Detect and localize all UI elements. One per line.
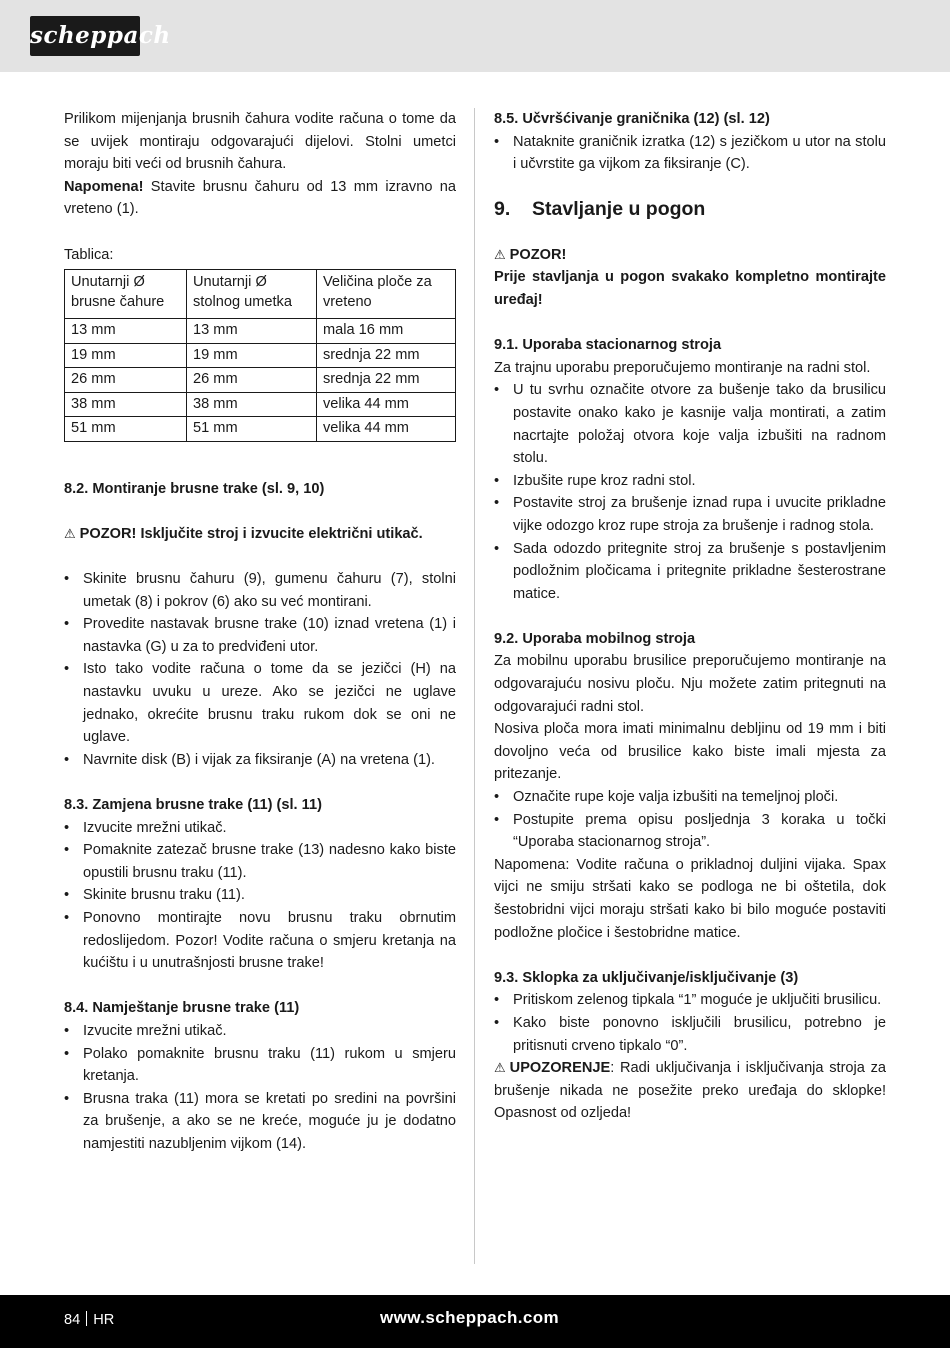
- left-column: [64, 108, 456, 1155]
- website-link[interactable]: www.scheppach.com: [380, 1308, 560, 1327]
- sleeve-table: [64, 269, 456, 442]
- footer-bar: [0, 1295, 950, 1348]
- section-9-2-note: Napomena: Vodite računa o prikladnoj duljini vijaka. Spax vijci ne smiju stršati kako se podloga ne bi oštetila, dok šestobridni vijci moraju stršati kako bi bilo moguće postaviti podložne pločice i šestobridne matice.: [494, 856, 886, 941]
- list-item: • U tu svrhu označite otvore za bušenje tako da brusilicu postavite onako kako je kasnije valja montirati, a zatim nacrtajte položaj otvora koje valja izbušiti na radnom stolu.: [494, 379, 886, 469]
- section-9-3-warning: ⚠ UPOZORENJE: Radi uključivanja i isključivanja stroja za brušenje nikada ne posežite preko uređaja do sklopke! Opasnost od ozljeda!: [494, 1057, 886, 1125]
- table-cell: 26 mm: [65, 368, 187, 393]
- list-item: • Ponovno montirajte novu brusnu traku obrnutim redoslijedom. Pozor! Vodite računa o smjeru kretanja na kućištu i u unutrašnjosti brusne trake!: [64, 907, 456, 975]
- list-item: • Pritiskom zelenog tipkala “1” moguće je uključiti brusilicu.: [494, 989, 886, 1012]
- page-indicator: [64, 1311, 114, 1328]
- list-item: • Izbušite rupe kroz radni stol.: [494, 470, 886, 493]
- list-item: • Nataknite graničnik izratka (12) s jezičkom u utor na stolu i učvrstite ga vijkom za fiksiranje (C).: [494, 131, 886, 176]
- table-header-cell: Unutarnji Ø brusne čahure: [65, 270, 187, 319]
- list-item: • Postupite prema opisu posljednja 3 koraka u točki “Uporaba stacionarnog stroja”.: [494, 809, 886, 854]
- section-9-1-list: [494, 379, 886, 605]
- section-9-2-paragraph-1: Za mobilnu uporabu brusilice preporučujemo montiranje na odgovarajuću nosivu ploču. Nju možete zatim pritegnuti na odgovarajući radni stol.: [494, 653, 886, 715]
- language-code: HR: [93, 1312, 115, 1328]
- intro-paragraph: Prilikom mijenjanja brusnih čahura vodite računa o tome da se uvijek montiraju odgovarajući dijelovi. Stolni umetci moraju biti veći od brusnih čahura.: [64, 111, 456, 173]
- list-item: • Provedite nastavak brusne trake (10) iznad vretena (1) i nastavka (G) u za to predviđeni utor.: [64, 613, 456, 658]
- section-8-3-list: [64, 817, 456, 975]
- section-8-2-warning: ⚠ POZOR! Isključite stroj i izvucite električni utikač.: [64, 523, 456, 546]
- table-header-row: [65, 270, 456, 319]
- list-item: • Skinite brusnu traku (11).: [64, 884, 456, 907]
- table-row: [65, 417, 456, 442]
- list-item: • Navrnite disk (B) i vijak za fiksiranje (A) na vretena (1).: [64, 749, 456, 772]
- list-item: • Skinite brusnu čahuru (9), gumenu čahuru (7), stolni umetak (8) i pokrov (6) ako su već montirani.: [64, 568, 456, 613]
- table-cell: 26 mm: [187, 368, 317, 393]
- table-cell: 13 mm: [187, 319, 317, 344]
- table-cell: 51 mm: [187, 417, 317, 442]
- table-cell: srednja 22 mm: [317, 368, 456, 393]
- section-9-warning-text: Prije stavljanja u pogon svakako kompletno montirajte uređaj!: [494, 269, 886, 308]
- warning-triangle-icon: ⚠: [494, 1060, 506, 1076]
- section-8-2-title: 8.2. Montiranje brusne trake (sl. 9, 10): [64, 480, 325, 497]
- section-8-5-list: [494, 131, 886, 176]
- table-cell: 19 mm: [65, 343, 187, 368]
- table-caption: Tablica:: [64, 246, 114, 263]
- table-row: [65, 368, 456, 393]
- section-9-2-list: [494, 786, 886, 854]
- section-9-warning-label: ⚠ POZOR!: [494, 244, 886, 267]
- warning-triangle-icon: ⚠: [494, 246, 506, 262]
- table-header-cell: Unutarnji Ø stolnog umetka: [187, 270, 317, 319]
- section-8-2-list: [64, 568, 456, 771]
- note-label: Napomena!: [64, 178, 144, 195]
- list-item: • Pomaknite zatezač brusne trake (13) nadesno kako biste opustili brusnu traku (11).: [64, 839, 456, 884]
- section-9-heading: 9. Stavljanje u pogon: [494, 197, 706, 220]
- table-row: [65, 343, 456, 368]
- note-paragraph: [64, 176, 456, 221]
- section-9-2-title: 9.2. Uporaba mobilnog stroja: [494, 630, 696, 647]
- section-9-2-paragraph-2: Nosiva ploča mora imati minimalnu debljinu od 19 mm i biti dovoljno veća od brusilice kako biste imali mjesta za pritezanje.: [494, 721, 886, 783]
- list-item: • Sada odozdo pritegnite stroj za brušenje s postavljenim podložnim pločicama i pritegnite prikladne šesterostrane matice.: [494, 538, 886, 606]
- table-cell: 51 mm: [65, 417, 187, 442]
- section-9-3-list: [494, 989, 886, 1057]
- table-cell: 19 mm: [187, 343, 317, 368]
- list-item: • Označite rupe koje valja izbušiti na temeljnoj ploči.: [494, 786, 886, 809]
- table-cell: velika 44 mm: [317, 417, 456, 442]
- note-text: Stavite brusnu čahuru od 13 mm izravno na vreteno (1).: [64, 178, 456, 218]
- section-8-5-title: 8.5. Učvršćivanje graničnika (12) (sl. 12): [494, 111, 770, 127]
- scheppach-logo: scheppach: [30, 16, 140, 56]
- list-item: • Kako biste ponovno isključili brusilicu, potrebno je pritisnuti crveno tipkalo “0”.: [494, 1012, 886, 1057]
- column-divider: [474, 108, 475, 1264]
- table-cell: 38 mm: [187, 392, 317, 417]
- table-row: [65, 319, 456, 344]
- list-item: • Isto tako vodite računa o tome da se jezičci (H) na nastavku uvuku u ureze. Ako se jezičci ne uglave jednako, okrećite brusnu traku rukom dok se oni ne uglave.: [64, 658, 456, 748]
- page-number: 84: [64, 1312, 81, 1328]
- right-column: [494, 108, 886, 1125]
- section-8-3-title: 8.3. Zamjena brusne trake (11) (sl. 11): [64, 796, 322, 813]
- warning-triangle-icon: ⚠: [64, 525, 76, 541]
- list-item: • Izvucite mrežni utikač.: [64, 1020, 456, 1043]
- table-cell: srednja 22 mm: [317, 343, 456, 368]
- section-9-3-title: 9.3. Sklopka za uključivanje/isključivanje (3): [494, 969, 799, 986]
- table-cell: velika 44 mm: [317, 392, 456, 417]
- section-8-4-title: 8.4. Namještanje brusne trake (11): [64, 1000, 300, 1017]
- table-header-cell: Veličina ploče za vreteno: [317, 270, 456, 319]
- table-cell: mala 16 mm: [317, 319, 456, 344]
- table-cell: 38 mm: [65, 392, 187, 417]
- list-item: • Postavite stroj za brušenje iznad rupa i uvucite prikladne vijke odozgo kroz rupe stroja za brušenje i radnog stola.: [494, 492, 886, 537]
- list-item: • Izvucite mrežni utikač.: [64, 817, 456, 840]
- table-row: [65, 392, 456, 417]
- table-cell: 13 mm: [65, 319, 187, 344]
- section-9-1-title: 9.1. Uporaba stacionarnog stroja: [494, 337, 722, 354]
- list-item: • Brusna traka (11) mora se kretati po sredini na površini za brušenje, a ako se ne kreće, moguće ju je dodatno namjestiti nazubljenim vijkom (14).: [64, 1088, 456, 1156]
- header-bar: [0, 0, 950, 72]
- list-item: • Polako pomaknite brusnu traku (11) rukom u smjeru kretanja.: [64, 1043, 456, 1088]
- section-8-4-list: [64, 1020, 456, 1156]
- section-9-1-intro: Za trajnu uporabu preporučujemo montiranje na radni stol.: [494, 359, 871, 376]
